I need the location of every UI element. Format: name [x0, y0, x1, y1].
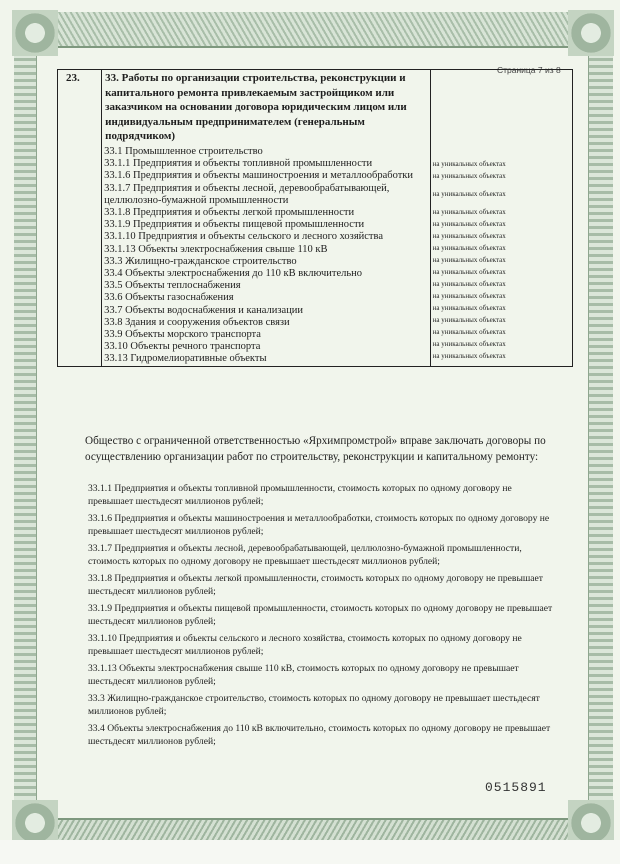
work-item: 33.5 Объекты теплоснабжения	[104, 280, 241, 292]
work-item: 33.1.9 Предприятия и объекты пищевой промышленности	[104, 219, 365, 231]
ornamental-frame-top	[14, 12, 612, 48]
ornamental-frame-right	[588, 12, 613, 838]
work-item-note: на уникальных объектах	[432, 316, 506, 324]
works-list	[102, 146, 429, 366]
permission-item: 33.1.7 Предприятия и объекты лесной, деревообрабатывающей, целлюлозно-бумажной промышленности, стоимость которых по одному договору не превышает шестьдесят миллионов рублей;	[88, 543, 522, 568]
table-row	[58, 70, 573, 367]
work-item-note: на уникальных объектах	[432, 160, 506, 168]
work-item-note: на уникальных объектах	[432, 304, 506, 312]
work-item-note: на уникальных объектах	[432, 208, 506, 216]
permission-item: 33.1.1 Предприятия и объекты топливной промышленности, стоимость которых по одному договору не превышает шестьдесят миллионов рублей;	[88, 483, 512, 508]
intro-paragraph: Общество с ограниченной ответственностью «Ярхимпромстрой» вправе заключать договоры по осуществлению организации работ по строительству, реконструкции и капитальному ремонту:	[85, 435, 546, 463]
permissions-list	[88, 482, 558, 752]
work-item: 33.7 Объекты водоснабжения и канализации	[104, 304, 304, 316]
serial-number: 0515891	[485, 780, 547, 795]
work-item-note: на уникальных объектах	[432, 256, 506, 264]
work-item: 33.1.7 Предприятия и объекты лесной, деревообрабатывающей, целлюлозно-бумажной промышленности	[104, 182, 390, 206]
works-cell	[102, 70, 430, 367]
notes-list	[431, 70, 572, 362]
work-item: 33.1.10 Предприятия и объекты сельского и лесного хозяйства	[104, 231, 383, 243]
work-item-note: на уникальных объектах	[432, 328, 506, 336]
permission-item: 33.4 Объекты электроснабжения до 110 кВ включительно, стоимость которых по одному договору не превышает шестьдесят миллионов рублей;	[88, 723, 551, 748]
work-item-note: на уникальных объектах	[432, 232, 506, 240]
work-item-note: на уникальных объектах	[432, 280, 506, 288]
permission-item: 33.1.6 Предприятия и объекты машиностроения и металлообработки, стоимость которых по одному договору не превышает шестьдесят миллионов рублей;	[88, 513, 550, 538]
work-item-note: на уникальных объектах	[432, 352, 506, 360]
work-item: 33.1 Промышленное строительство	[104, 145, 263, 157]
work-item: 33.6 Объекты газоснабжения	[104, 292, 234, 304]
work-item: 33.10 Объекты речного транспорта	[104, 341, 261, 353]
work-item-note: на уникальных объектах	[432, 190, 506, 198]
work-item-note: на уникальных объектах	[432, 268, 506, 276]
work-item-note: на уникальных объектах	[432, 172, 506, 180]
row-number: 23.	[58, 70, 102, 367]
permission-item: 33.1.9 Предприятия и объекты пищевой промышленности, стоимость которых по одному договору не превышает шестьдесят миллионов рублей;	[88, 603, 553, 628]
permission-item: 33.1.13 Объекты электроснабжения свыше 110 кВ, стоимость которых по одному договору не превышает шестьдесят миллионов рублей;	[88, 663, 519, 688]
work-item: 33.13 Гидромелиоративные объекты	[104, 353, 267, 365]
footer-strip	[0, 840, 620, 864]
ornamental-frame-left	[14, 12, 37, 838]
permission-item: 33.3 Жилищно-гражданское строительство, стоимость которых по одному договору не превышает шестьдесят миллионов рублей;	[88, 693, 540, 718]
permission-item: 33.1.8 Предприятия и объекты легкой промышленности, стоимость которых по одному договору не превышает шестьдесят миллионов рублей;	[88, 573, 543, 598]
frame-corner-ornament	[568, 10, 614, 56]
ornamental-frame-bottom	[14, 818, 612, 840]
work-item: 33.1.1 Предприятия и объекты топливной промышленности	[104, 158, 373, 170]
work-item: 33.1.13 Объекты электроснабжения свыше 110 кВ	[104, 243, 328, 255]
work-item-note: на уникальных объектах	[432, 220, 506, 228]
permission-item: 33.1.10 Предприятия и объекты сельского и лесного хозяйства, стоимость которых по одному договору не превышает шестьдесят миллионов рублей;	[88, 633, 522, 658]
work-item: 33.8 Здания и сооружения объектов связи	[104, 316, 290, 328]
work-item: 33.3 Жилищно-гражданское строительство	[104, 255, 297, 267]
work-item-note: на уникальных объектах	[432, 340, 506, 348]
work-item: 33.9 Объекты морского транспорта	[104, 329, 261, 341]
work-item: 33.1.6 Предприятия и объекты машиностроения и металлообработки	[104, 170, 414, 182]
work-item-note	[431, 146, 572, 158]
work-item-note: на уникальных объектах	[432, 292, 506, 300]
work-item-note: на уникальных объектах	[432, 244, 506, 252]
works-heading: 33. Работы по организации строительства, реконструкции и капитального ремонта привлекаемым застройщиком или заказчиком на основании договора юридическим лицом или индивидуальным предпринимателем (генеральным подрядчиком)	[105, 72, 407, 143]
frame-corner-ornament	[12, 10, 58, 56]
page-number: Страница 7 из 8	[497, 65, 561, 75]
license-works-table	[57, 69, 573, 367]
notes-cell	[430, 70, 572, 367]
work-item: 33.4 Объекты электроснабжения до 110 кВ включительно	[104, 268, 362, 279]
work-item: 33.1.8 Предприятия и объекты легкой промышленности	[104, 206, 355, 218]
